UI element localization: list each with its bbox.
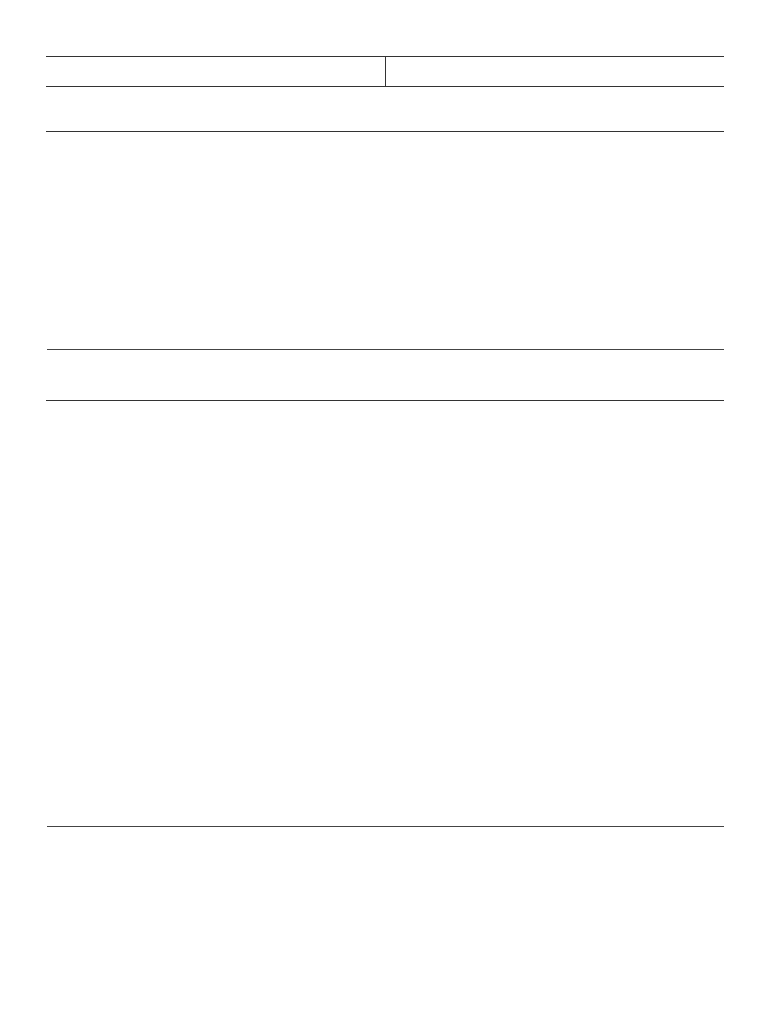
fein-input[interactable] — [387, 72, 723, 86]
section-b-bottom-rule — [47, 826, 724, 827]
name-input[interactable] — [47, 72, 383, 86]
header-bottom-rule — [46, 86, 724, 87]
section-b-rule — [46, 400, 724, 401]
section-a-bottom-rule — [47, 349, 724, 350]
title-rule — [46, 131, 724, 132]
header-divider — [385, 56, 386, 86]
section-b-instructions — [47, 404, 725, 416]
